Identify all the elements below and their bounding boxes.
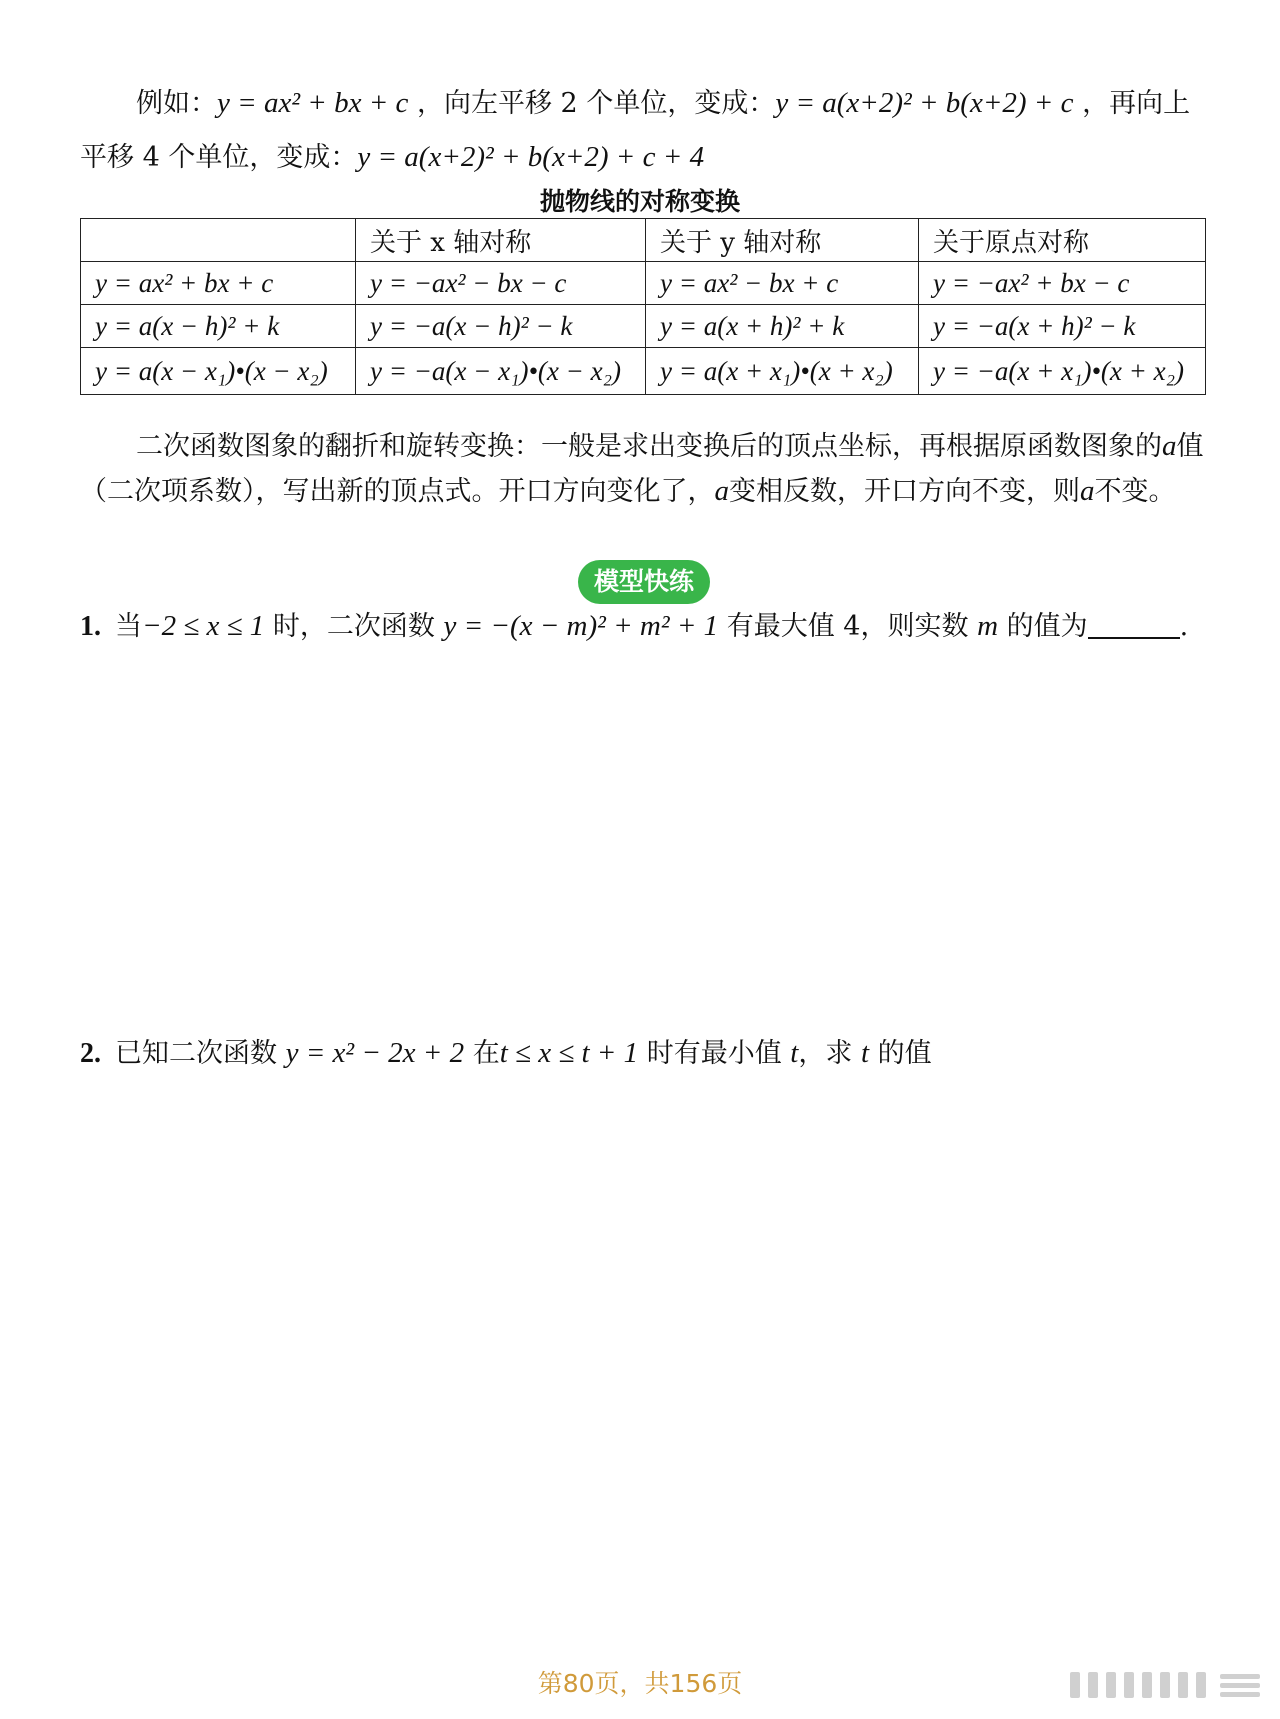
answer-blank[interactable] xyxy=(1088,607,1180,639)
table-header-cell: 关于原点对称 xyxy=(919,219,1206,262)
paragraph-part-3: 变相反数，开口方向不变，则 xyxy=(729,476,1080,507)
example-shift-left-text: ，向左平移 2 个单位，变成： xyxy=(408,88,776,119)
question-number: 1. xyxy=(80,611,101,642)
section-badge: 模型快练 xyxy=(578,560,710,604)
table-row xyxy=(81,305,1206,348)
paragraph-symbol-a: a xyxy=(1162,430,1177,462)
question-math: t xyxy=(860,1037,869,1069)
table-cell: y = a(x − x₁)•(x − x₂) xyxy=(81,348,356,395)
table-header-cell: 关于 y 轴对称 xyxy=(646,219,919,262)
transform-paragraph xyxy=(80,424,1205,514)
question-number: 2. xyxy=(80,1038,101,1069)
example-intro: 例如： xyxy=(136,88,217,119)
question-math: y = −(x − m)² + m² + 1 xyxy=(443,610,719,642)
paragraph-symbol-a: a xyxy=(1080,475,1095,507)
table-cell: y = −a(x − x₁)•(x − x₂) xyxy=(356,348,646,395)
question-math: y = x² − 2x + 2 xyxy=(285,1037,465,1069)
paragraph-symbol-a: a xyxy=(714,475,729,507)
question-math: m xyxy=(977,610,999,642)
paragraph-part-1: 二次函数图象的翻折和旋转变换：一般是求出变换后的顶点坐标，再根据原函数图象的 xyxy=(136,431,1162,462)
table-cell: y = −ax² − bx − c xyxy=(356,262,646,305)
question-1 xyxy=(80,606,1188,647)
question-2 xyxy=(80,1033,932,1074)
question-text: 已知二次函数 xyxy=(115,1038,286,1069)
question-text: 在 xyxy=(464,1038,500,1069)
question-text: ，求 xyxy=(798,1038,861,1069)
question-text: 当 xyxy=(115,611,142,642)
table-row xyxy=(81,262,1206,305)
table-cell: y = −a(x + h)² − k xyxy=(919,305,1206,348)
table-title: 抛物线的对称变换 xyxy=(539,187,740,216)
example-line-1 xyxy=(136,84,1190,123)
question-text: 时，二次函数 xyxy=(264,611,444,642)
symmetry-table xyxy=(80,218,1206,395)
question-text: 时有最小值 xyxy=(638,1038,791,1069)
table-cell: y = −a(x − h)² − k xyxy=(356,305,646,348)
example-line-2 xyxy=(80,138,704,177)
table-cell: y = a(x − h)² + k xyxy=(81,305,356,348)
question-text: 有最大值 4，则实数 xyxy=(718,611,978,642)
example-formula-shifted: y = a(x+2)² + b(x+2) + c xyxy=(775,87,1074,119)
page-footer: 第80页，共156页 xyxy=(537,1669,743,1698)
question-text: 的值为 xyxy=(998,611,1088,642)
table-cell: y = a(x + h)² + k xyxy=(646,305,919,348)
question-math: t ≤ x ≤ t + 1 xyxy=(499,1037,639,1069)
question-text: 的值 xyxy=(869,1038,932,1069)
table-cell: y = −a(x + x₁)•(x + x₂) xyxy=(919,348,1206,395)
table-header-cell xyxy=(81,219,356,262)
menu-lines-icon[interactable] xyxy=(1070,1670,1270,1700)
example-formula-original: y = ax² + bx + c xyxy=(217,87,409,119)
table-cell: y = ax² + bx + c xyxy=(81,262,356,305)
table-cell: y = −ax² + bx − c xyxy=(919,262,1206,305)
table-header-cell: 关于 x 轴对称 xyxy=(356,219,646,262)
paragraph-part-2: 值（二次项系数），写出新的顶点式。开口方向变化了， xyxy=(80,431,1204,507)
question-math: t xyxy=(790,1037,799,1069)
table-cell: y = a(x + x₁)•(x + x₂) xyxy=(646,348,919,395)
table-header-row xyxy=(81,219,1206,262)
table-cell: y = ax² − bx + c xyxy=(646,262,919,305)
example-line2-text: 平移 4 个单位，变成： xyxy=(80,142,358,173)
example-shift-up-text: ，再向上 xyxy=(1073,88,1191,119)
paragraph-part-4: 不变。 xyxy=(1094,476,1176,507)
table-row xyxy=(81,348,1206,395)
question-math: −2 ≤ x ≤ 1 xyxy=(142,610,265,642)
question-end: . xyxy=(1179,611,1189,642)
example-formula-final: y = a(x+2)² + b(x+2) + c + 4 xyxy=(357,141,705,173)
